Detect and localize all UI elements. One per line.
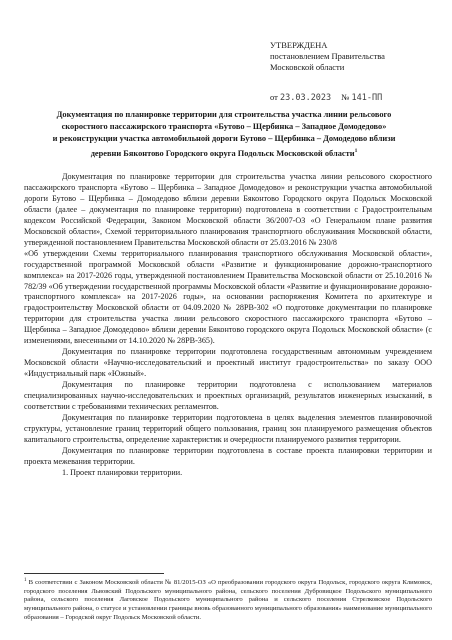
document-body [24, 172, 432, 479]
approval-line-1: постановлением Правительства [270, 51, 385, 61]
paragraph-4: Документация по планировке территории подготовлена с использованием материалов специализированных научно-исследовательских и проектных организаций, результатов инженерных изысканий, в соответствии с требованиями технических регламентов. [24, 380, 432, 412]
paragraph-6: Документация по планировке территории подготовлена в составе проекта планировки территории и проекта межевания территории. [24, 445, 432, 466]
approval-line-2: Московской области [270, 62, 345, 72]
title-line-2: скоростного пассажирского транспорта «Бутово – Щербинка – Западное Домодедово» [61, 122, 387, 131]
approval-date: 23.03.2023 [279, 93, 332, 103]
title-line-4 [16, 145, 432, 160]
approval-date-number [270, 92, 440, 104]
title-footnote-mark: 1 [354, 148, 358, 154]
document-title [16, 109, 432, 160]
approval-stamp [270, 40, 440, 104]
footnote-divider [24, 573, 164, 574]
footnote [24, 577, 432, 622]
list-item-1: 1. Проект планировки территории. [62, 467, 183, 477]
paragraph-2: «Об утверждении Схемы территориального планирования транспортного обслуживания Московской области», государственной программой Московской области «Развитие и функционирование дорожно-транспортного комплекса» на 2017-2026 годы, утвержденной постановлением Правительства Московской области от 25.10.2016 № 782/39 «Об утверждении государственной программы Московской области «Развитие и функционирование дорожно-транспортного комплекса» на 2017-2026 годы», на основании распоряжения Комитета по архитектуре и градостроительству Московской области от 04.09.2020 № 28РВ-302 «О подготовке документации по планировке территории для строительства участка линии рельсового скоростного пассажирского транспорта «Бутово – Щербинка – Западное Домодедово» вблизи деревни Бяконтово городского округа Подольск Московской области» (с изменениями, внесенными от 14.10.2020 № 28РВ-365). [24, 248, 432, 346]
footnote-text: В соответствии с Законом Московской области № 81/2015-ОЗ «О преобразовании городского округа Подольск, городского округа Климовск, городского поселения Львовский Подольского муниципального района, сельского поселения Дубровицкое Подольского муниципального района, сельского поселения Лаговское Подольского муниципального района и сельского поселения Стрелковское Подольского муниципального района, о статусе и установлении границы вновь образованного муниципального образования» наименование муниципального образования – Городской округ Подольск Московской области. [24, 579, 432, 621]
title-line-1: Документация по планировке территории для строительства участка линии рельсового [56, 110, 392, 119]
approval-heading: УТВЕРЖДЕНА [270, 40, 328, 50]
number-prefix: № [341, 92, 350, 102]
date-prefix: от [270, 92, 278, 102]
title-line-4-text: деревни Бяконтово Городского округа Подольск Московской области [90, 148, 355, 158]
title-line-3: и реконструкции участка автомобильной дороги Бутово – Щербинка – Домодедово вблизи [52, 134, 396, 143]
paragraph-3: Документация по планировке территории подготовлена государственным автономным учреждением Московской области «Научно-исследовательский и проектный институт градостроительства» по заказу ООО «Индустриальный парк «Южный». [24, 347, 432, 379]
paragraph-5: Документация по планировке территории подготовлена в целях выделения элементов планировочной структуры, установление границ территорий общего пользования, границ зон планируемого размещения объектов капитального строительства, определение характеристик и очередности планируемого развития территории. [24, 412, 432, 444]
paragraph-1: Документация по планировке территории для строительства участка линии рельсового скоростного пассажирского транспорта «Бутово – Щербинка – Западное Домодедово» и реконструкции участка автомобильной дороги Бутово – Щербинка – Домодедово вблизи деревни Бяконтово Городского округа Подольск Московской области (далее – документация по планировке территории) подготовлена в соответствии с Градостроительным кодексом Российской Федерации, Законом Московской области 36/2007-ОЗ «О Генеральном плане развития Московской области», Схемой территориального планирования транспортного обслуживания Московской области, утвержденной постановлением Правительства Московской области от 25.03.2016 № 230/8 [24, 172, 432, 247]
footnote-mark: 1 [24, 578, 27, 583]
approval-number: 141-ПП [351, 93, 383, 103]
